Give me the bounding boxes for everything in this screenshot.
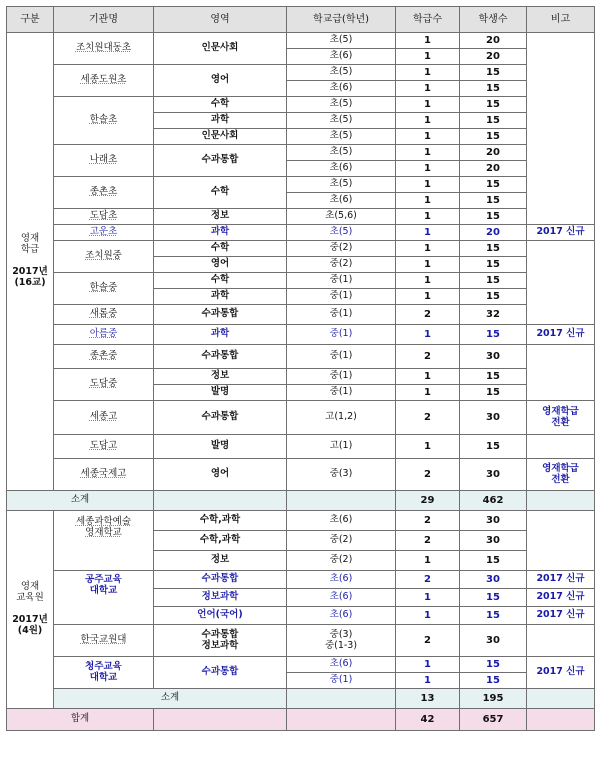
students-cell: 20 xyxy=(460,33,527,49)
area-cell xyxy=(154,625,287,657)
section-label-count: (16교) xyxy=(14,276,46,288)
classes-cell: 1 xyxy=(396,225,460,241)
students-cell: 15 xyxy=(460,81,527,97)
classes-cell: 2 xyxy=(396,345,460,369)
grade-cell: 초(6) xyxy=(287,161,396,177)
students-cell: 15 xyxy=(460,589,527,607)
area-cell: 수과통합 xyxy=(154,145,287,177)
grade-line: 중(3) xyxy=(329,628,353,640)
grade-cell: 중(1) xyxy=(287,369,396,385)
note-cell xyxy=(527,241,595,325)
classes-cell: 1 xyxy=(396,435,460,459)
note-line: 영재학급 xyxy=(542,405,579,417)
area-cell: 정보 xyxy=(154,551,287,571)
total-row xyxy=(7,709,595,731)
grade-cell xyxy=(287,625,396,657)
grade-cell: 초(6) xyxy=(287,81,396,97)
students-cell: 15 xyxy=(460,193,527,209)
note-line: 전환 xyxy=(551,416,570,428)
area-cell: 정보 xyxy=(154,209,287,225)
area-cell: 발명 xyxy=(154,435,287,459)
grade-cell: 초(5) xyxy=(287,129,396,145)
subtotal-empty-cell xyxy=(287,689,396,709)
total-students: 657 xyxy=(460,709,527,731)
institution-cell: 도담고 xyxy=(54,435,154,459)
institution-cell: 종촌초 xyxy=(54,177,154,209)
section-label-year: 2017년 xyxy=(12,613,48,625)
area-cell: 수과통합 xyxy=(154,305,287,325)
grade-cell: 초(6) xyxy=(287,607,396,625)
students-cell: 20 xyxy=(460,161,527,177)
grade-cell: 중(1) xyxy=(287,325,396,345)
students-cell: 15 xyxy=(460,289,527,305)
grade-cell: 초(5) xyxy=(287,113,396,129)
area-cell: 수학,과학 xyxy=(154,511,287,531)
note-cell xyxy=(527,345,595,401)
section-label-year: 2017년 xyxy=(12,265,48,277)
grade-cell: 중(2) xyxy=(287,531,396,551)
students-cell: 20 xyxy=(460,145,527,161)
grade-cell: 고(1,2) xyxy=(287,401,396,435)
classes-cell: 1 xyxy=(396,65,460,81)
institution-line: 세종과학예술 xyxy=(75,516,132,527)
subtotal-row xyxy=(7,491,595,511)
institution-cell: 도담중 xyxy=(54,369,154,401)
table-row xyxy=(7,177,595,193)
students-cell: 32 xyxy=(460,305,527,325)
note-cell xyxy=(527,511,595,571)
grade-cell: 중(2) xyxy=(287,551,396,571)
section-label-gifted-center xyxy=(7,511,54,709)
classes-cell: 2 xyxy=(396,401,460,435)
table-row xyxy=(7,325,595,345)
classes-cell: 1 xyxy=(396,113,460,129)
area-cell: 수학 xyxy=(154,241,287,257)
header-grade: 학교급(학년) xyxy=(287,7,396,33)
table-row xyxy=(7,273,595,289)
classes-cell: 1 xyxy=(396,241,460,257)
grade-cell: 중(1) xyxy=(287,289,396,305)
grade-cell: 중(2) xyxy=(287,257,396,273)
table-row xyxy=(7,369,595,385)
institution-line: 공주교육 xyxy=(85,574,122,585)
note-cell xyxy=(527,401,595,435)
subtotal-empty-cell xyxy=(527,491,595,511)
table-row xyxy=(7,145,595,161)
grade-line: 중(1-3) xyxy=(324,639,358,651)
table-row xyxy=(7,209,595,225)
total-empty-cell xyxy=(154,709,287,731)
area-cell: 과학 xyxy=(154,325,287,345)
students-cell: 15 xyxy=(460,129,527,145)
section-label-line: 영재 xyxy=(20,581,40,593)
classes-cell: 1 xyxy=(396,589,460,607)
subtotal-classes: 29 xyxy=(396,491,460,511)
students-cell: 30 xyxy=(460,459,527,491)
students-cell: 20 xyxy=(460,49,527,65)
area-cell: 과학 xyxy=(154,289,287,305)
institution-cell xyxy=(54,511,154,571)
classes-cell: 1 xyxy=(396,49,460,65)
grade-cell: 고(1) xyxy=(287,435,396,459)
grade-cell: 초(5,6) xyxy=(287,209,396,225)
table-row xyxy=(7,225,595,241)
total-classes: 42 xyxy=(396,709,460,731)
institution-line: 영재학교 xyxy=(85,526,122,538)
institution-cell: 한솔초 xyxy=(54,97,154,145)
subtotal-classes: 13 xyxy=(396,689,460,709)
classes-cell: 1 xyxy=(396,369,460,385)
total-empty-cell xyxy=(287,709,396,731)
classes-cell: 2 xyxy=(396,459,460,491)
grade-cell: 중(1) xyxy=(287,385,396,401)
table-row xyxy=(7,241,595,257)
students-cell: 30 xyxy=(460,571,527,589)
students-cell: 15 xyxy=(460,657,527,673)
total-label: 합계 xyxy=(7,709,154,731)
students-cell: 30 xyxy=(460,401,527,435)
students-cell: 15 xyxy=(460,369,527,385)
classes-cell: 1 xyxy=(396,209,460,225)
classes-cell: 2 xyxy=(396,571,460,589)
area-cell: 수과통합 xyxy=(154,345,287,369)
grade-cell: 초(6) xyxy=(287,49,396,65)
total-empty-cell xyxy=(527,709,595,731)
classes-cell: 2 xyxy=(396,531,460,551)
institution-cell: 도담초 xyxy=(54,209,154,225)
note-cell: 2017 신규 xyxy=(527,607,595,625)
students-cell: 15 xyxy=(460,435,527,459)
section-label-line: 학급 xyxy=(20,244,40,256)
table-row xyxy=(7,345,595,369)
classes-cell: 2 xyxy=(396,305,460,325)
grade-cell: 초(6) xyxy=(287,571,396,589)
table-row xyxy=(7,571,595,589)
institution-cell xyxy=(54,571,154,625)
grade-cell: 초(6) xyxy=(287,193,396,209)
students-cell: 15 xyxy=(460,97,527,113)
subtotal-label: 소계 xyxy=(7,491,154,511)
classes-cell: 1 xyxy=(396,607,460,625)
note-cell xyxy=(527,33,595,225)
section-label-count: (4원) xyxy=(17,624,43,636)
classes-cell: 2 xyxy=(396,511,460,531)
area-cell: 인문사회 xyxy=(154,33,287,65)
classes-cell: 1 xyxy=(396,551,460,571)
note-cell xyxy=(527,435,595,459)
students-cell: 30 xyxy=(460,345,527,369)
students-cell: 15 xyxy=(460,551,527,571)
students-cell: 15 xyxy=(460,385,527,401)
header-gubun: 구분 xyxy=(7,7,54,33)
subtotal-empty-cell xyxy=(154,491,287,511)
classes-cell: 1 xyxy=(396,177,460,193)
header-institution: 기관명 xyxy=(54,7,154,33)
grade-cell: 초(6) xyxy=(287,589,396,607)
grade-cell: 초(5) xyxy=(287,177,396,193)
grade-cell: 초(5) xyxy=(287,225,396,241)
grade-cell: 중(3) xyxy=(287,459,396,491)
grade-cell: 초(6) xyxy=(287,657,396,673)
students-cell: 15 xyxy=(460,273,527,289)
note-cell: 2017 신규 xyxy=(527,571,595,589)
area-cell: 영어 xyxy=(154,257,287,273)
header-students: 학생수 xyxy=(460,7,527,33)
classes-cell: 1 xyxy=(396,81,460,97)
students-cell: 30 xyxy=(460,625,527,657)
header-classes: 학급수 xyxy=(396,7,460,33)
area-cell: 수과통합 xyxy=(154,571,287,589)
students-cell: 15 xyxy=(460,113,527,129)
classes-cell: 1 xyxy=(396,129,460,145)
students-cell: 30 xyxy=(460,511,527,531)
students-cell: 15 xyxy=(460,607,527,625)
section-label-line: 영재 xyxy=(20,233,40,245)
institution-cell: 아름중 xyxy=(54,325,154,345)
note-cell: 2017 신규 xyxy=(527,589,595,607)
table-row xyxy=(7,401,595,435)
institution-cell: 세종고 xyxy=(54,401,154,435)
classes-cell: 1 xyxy=(396,33,460,49)
students-cell: 15 xyxy=(460,177,527,193)
institution-cell: 새롬중 xyxy=(54,305,154,325)
grade-cell: 초(5) xyxy=(287,97,396,113)
grade-cell: 초(6) xyxy=(287,511,396,531)
institution-cell: 한국교원대 xyxy=(54,625,154,657)
header-row xyxy=(7,7,595,33)
note-cell xyxy=(527,625,595,657)
students-cell: 20 xyxy=(460,225,527,241)
grade-cell: 초(5) xyxy=(287,145,396,161)
area-cell: 수학 xyxy=(154,177,287,209)
institution-cell: 한솔중 xyxy=(54,273,154,305)
grade-cell: 중(1) xyxy=(287,273,396,289)
institution-cell: 조치원중 xyxy=(54,241,154,273)
subtotal-students: 462 xyxy=(460,491,527,511)
grade-cell: 중(1) xyxy=(287,305,396,325)
institution-cell: 세종국제고 xyxy=(54,459,154,491)
classes-cell: 2 xyxy=(396,625,460,657)
header-area: 영역 xyxy=(154,7,287,33)
note-line: 전환 xyxy=(551,473,570,485)
note-line: 영재학급 xyxy=(542,462,579,474)
classes-cell: 1 xyxy=(396,161,460,177)
grade-cell: 초(5) xyxy=(287,65,396,81)
section-label-line: 교육원 xyxy=(16,592,44,604)
classes-cell: 1 xyxy=(396,257,460,273)
classes-cell: 1 xyxy=(396,273,460,289)
gifted-education-table xyxy=(6,6,595,731)
grade-cell: 초(5) xyxy=(287,33,396,49)
subtotal-label: 소계 xyxy=(54,689,287,709)
grade-cell: 중(2) xyxy=(287,241,396,257)
table-row xyxy=(7,435,595,459)
table-row xyxy=(7,305,595,325)
students-cell: 30 xyxy=(460,531,527,551)
area-cell: 수과통합 xyxy=(154,657,287,689)
area-cell: 영어 xyxy=(154,459,287,491)
students-cell: 15 xyxy=(460,209,527,225)
institution-cell: 세종도원초 xyxy=(54,65,154,97)
students-cell: 15 xyxy=(460,257,527,273)
institution-cell: 종촌중 xyxy=(54,345,154,369)
area-line: 정보과학 xyxy=(201,639,239,651)
institution-cell: 조치원대동초 xyxy=(54,33,154,65)
subtotal-empty-cell xyxy=(527,689,595,709)
classes-cell: 1 xyxy=(396,193,460,209)
classes-cell: 1 xyxy=(396,145,460,161)
section-label-gifted-class xyxy=(7,33,54,491)
table-row xyxy=(7,459,595,491)
subtotal-empty-cell xyxy=(287,491,396,511)
institution-cell: 나래초 xyxy=(54,145,154,177)
note-cell xyxy=(527,459,595,491)
subtotal-students: 195 xyxy=(460,689,527,709)
institution-cell: 고운초 xyxy=(54,225,154,241)
note-cell: 2017 신규 xyxy=(527,657,595,689)
table-row xyxy=(7,511,595,531)
grade-cell: 중(1) xyxy=(287,673,396,689)
table-row xyxy=(7,97,595,113)
note-cell: 2017 신규 xyxy=(527,325,595,345)
students-cell: 15 xyxy=(460,241,527,257)
area-cell: 과학 xyxy=(154,113,287,129)
classes-cell: 1 xyxy=(396,385,460,401)
classes-cell: 1 xyxy=(396,673,460,689)
area-cell: 정보 xyxy=(154,369,287,385)
area-cell: 언어(국어) xyxy=(154,607,287,625)
students-cell: 15 xyxy=(460,65,527,81)
institution-line: 대학교 xyxy=(89,671,118,683)
classes-cell: 1 xyxy=(396,289,460,305)
institution-cell xyxy=(54,657,154,689)
classes-cell: 1 xyxy=(396,97,460,113)
note-cell: 2017 신규 xyxy=(527,225,595,241)
grade-cell: 중(1) xyxy=(287,345,396,369)
area-line: 수과통합 xyxy=(201,628,239,640)
table-row xyxy=(7,657,595,673)
area-cell: 발명 xyxy=(154,385,287,401)
area-cell: 인문사회 xyxy=(154,129,287,145)
institution-line: 청주교육 xyxy=(85,660,122,672)
table-row xyxy=(7,625,595,657)
area-cell: 수학 xyxy=(154,273,287,289)
table-row xyxy=(7,65,595,81)
table-row xyxy=(7,33,595,49)
classes-cell: 1 xyxy=(396,325,460,345)
subtotal-row xyxy=(7,689,595,709)
area-cell: 수과통합 xyxy=(154,401,287,435)
institution-line: 대학교 xyxy=(89,584,118,596)
students-cell: 15 xyxy=(460,673,527,689)
classes-cell: 1 xyxy=(396,657,460,673)
area-cell: 정보과학 xyxy=(154,589,287,607)
area-cell: 과학 xyxy=(154,225,287,241)
area-cell: 수학,과학 xyxy=(154,531,287,551)
area-cell: 영어 xyxy=(154,65,287,97)
area-cell: 수학 xyxy=(154,97,287,113)
header-note: 비고 xyxy=(527,7,595,33)
students-cell: 15 xyxy=(460,325,527,345)
